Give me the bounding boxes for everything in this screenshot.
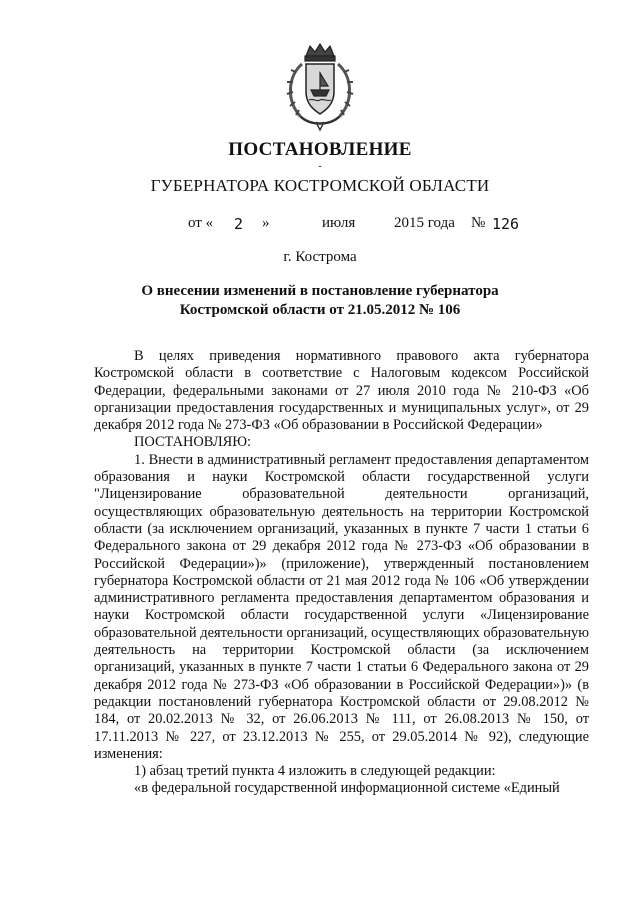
date-year: 2015 года (394, 215, 455, 231)
date-line (0, 215, 640, 237)
preamble-paragraph: В целях приведения нормативного правового акта губернатора Костромской области в соответствие с Налоговым кодексом Российской Федерации, федеральными законами от 27 июля 2010 года № 210-ФЗ «Об организации предоставления государственных и муниципальных услуг», от 29 декабря 2012 года № 273-ФЗ «Об образовании в Российской Федерации» (94, 348, 589, 434)
document-title: ПОСТАНОВЛЕНИЕ (228, 139, 412, 160)
issuer-subtitle: ГУБЕРНАТОРА КОСТРОМСКОЙ ОБЛАСТИ (150, 176, 490, 195)
clause-1-paragraph: 1. Внести в административный регламент предоставления департаментом образования и науки Костромской области государственной услуги "Лицензирование образовательной деятельности организаций, осуществляющих образовательную деятельность на территории Костромской области (за исключением организаций, указанных в пункте 7 части 1 статьи 6 Федерального закона от 29 декабря 2012 года № 273-ФЗ «Об образовании в Российской Федерации»)» (приложение), утвержденный постановлением губернатора Костромской области от 21 мая 2012 года № 106 «Об утверждении административного регламента предоставления департаментом образования и науки Костромской области государственной услуги «Лицензирование образовательной деятельности организаций, осуществляющих образовательную деятельность на территории Костромской области (за исключением организаций, указанных в пункте 7 части 1 статьи 6 Федерального закона от 29 декабря 2012 года № 273-ФЗ «Об образовании в Российской Федерации»)» (в редакции постановлений губернатора Костромской области от 29.08.2012 № 184, от 20.02.2013 № 32, от 26.06.2013 № 111, от 26.08.2013 № 150, от 17.11.2013 № 227, от 23.12.2013 № 255, от 29.05.2014 № 92), следующие изменения: (94, 451, 589, 762)
subclause-1-paragraph: 1) абзац третий пункта 4 изложить в следующей редакции: (134, 763, 496, 780)
resolve-paragraph: ПОСТАНОВЛЯЮ: (134, 434, 252, 451)
document-number: 126 (492, 215, 520, 233)
title-mark: - (318, 161, 322, 172)
heading-line-2: Костромской области от 21.05.2012 № 106 (179, 302, 461, 318)
document-body (94, 348, 589, 798)
quoted-text-paragraph: «в федеральной государственной информационной системе «Единый (134, 780, 560, 797)
number-sign: № (471, 215, 486, 231)
heading-line-1: О внесении изменений в постановление губернатора (141, 283, 499, 299)
date-close-quote: » (262, 215, 270, 231)
date-month: июля (322, 215, 356, 231)
city-line: г. Кострома (283, 249, 357, 265)
date-prefix: от « (188, 215, 214, 231)
coat-of-arms-icon (282, 42, 358, 132)
document-heading (0, 282, 640, 320)
date-day: 2 (234, 215, 244, 233)
